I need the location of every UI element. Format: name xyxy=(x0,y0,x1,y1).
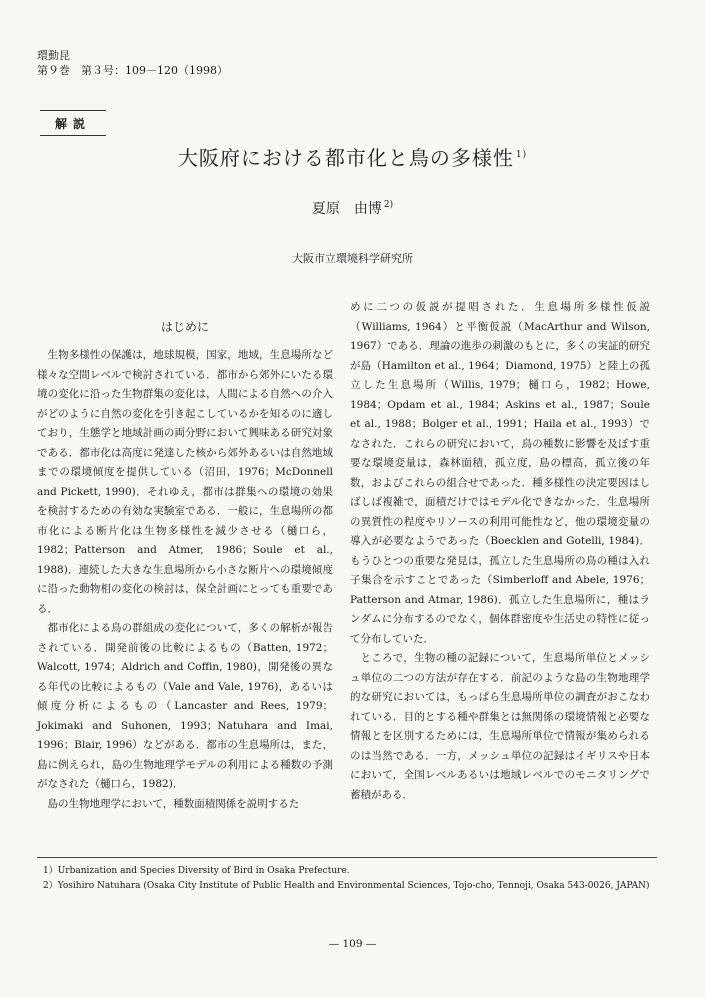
title-footnote-mark: 1) xyxy=(515,150,528,161)
author xyxy=(0,198,705,218)
footnote: 2）Yosihiro Natuhara (Osaka City Institute of Public Health and Environmental Sciences, Tojo-cho, Tennoji, Osaka 543-0026, JAPAN) xyxy=(43,881,650,891)
title-text: 大阪府における都市化と鳥の多様性 xyxy=(177,146,514,170)
section-heading: はじめに xyxy=(160,320,209,334)
body-paragraph: 島の生物地理学において，種数面積関係を説明するた xyxy=(47,797,300,810)
right-column xyxy=(350,298,650,805)
author-name: 夏原 由博 xyxy=(311,201,382,217)
body-paragraph: ところで，生物の種の記録について，生息場所単位とメッシュ単位の二つの方法が存在する．前記のような島の生物地理学的な研究においては，もっぱら生息場所単位の調査がおこなわれている．目的とする種や群集とは無関係の環境情報と必要な情報とを区別するためには，生息場所単位で情報が集められるのは当然である．一方，メッシュ単位の記録はイギリスや日本において，全国レベルあるいは地域レベルでのモニタリングで蓄積がある． xyxy=(350,652,650,801)
author-footnote-mark: 2) xyxy=(383,200,394,211)
footnote-divider xyxy=(37,857,657,858)
journal-issue: 第９巻 第３号：109－120（1998） xyxy=(37,64,228,77)
body-paragraph: めに二つの仮説が提唱された．生息場所多様性仮説（Williams, 1964）と平衡仮説（MacArthur and Wilson, 1967）である．理論の進歩の刺激のもとに，多くの実証的研究が島（Hamilton et al., 1964；Diamond, 1975）と陸上の孤立した生息場所（Willis, 1979；樋口ら，1982；Howe, 1984；Opdam et al., 1984；Askins et al., 1987；Soule et al., 1988；Bolger et al., 1991；Haila et al., 1993）でなされた．これらの研究において，鳥の種数に影響を及ぼす重要な環境変量は，森林面積，孤立度，島の標高，孤立後の年数，およびこれらの組合せであった．種多様性の決定要因はしばしば複雑で，面積だけではモデル化できなかった．生息場所の異質性の程度やリソースの利用可能性など，他の環境変量の導入が必要なようであった（Boecklen and Gotelli, 1984)．もうひとつの重要な発見は，孤立した生息場所の鳥の種は入れ子集合を示すことであった（Simberloff and Abele, 1976；Patterson and Atmar, 1986)．孤立した生息場所に，種はランダムに分布するのでなく，個体群密度や生活史の特性に従って分布していた． xyxy=(350,301,650,645)
affiliation: 大阪市立環境科学研究所 xyxy=(292,252,413,265)
footnotes xyxy=(37,864,667,894)
left-column xyxy=(37,346,333,814)
footnote: 1）Urbanization and Species Diversity of Bird in Osaka Prefecture. xyxy=(43,866,350,876)
body-paragraph: 都市化による鳥の群組成の変化について，多くの解析が報告されている．開発前後の比較によるもの（Batten, 1972；Walcott, 1974；Aldrich and Coffin, 1980)，開発後の異なる年代の比較によるもの（Vale and Vale, 1976)，あるいは傾度分析によるもの（Lancaster and Rees, 1979；Jokimaki and Suhonen, 1993；Natuhara and Imai, 1996；Blair, 1996）などがある．都市の生息場所は，また，島に例えられ，島の生物地理学モデルの利用による種数の予測がなされた（樋口ら，1982)． xyxy=(37,622,333,790)
article-type-label: 解説 xyxy=(40,110,106,136)
body-paragraph: 生物多様性の保護は，地球規模，国家，地域，生息場所など様々な空間レベルで検討されている．都市から郊外にいたる環境の変化に沿った生物群集の変化は，人間による自然への介入がどのように自然の変化を引き起こしているかを知るのに適しており，生態学と地域計画の両分野において興味ある研究対象である．都市化は高度に発達した核から郊外あるいは自然地域までの環境傾度を提供している（沼田，1976；McDonnell and Pickett, 1990)．それゆえ，都市は群集への環境の効果を検討するための有効な実験室である．一般に，生息場所の都市化による断片化は生物多様性を減少させる（樋口ら，1982；Patterson and Atmer, 1986；Soule et al., 1988)．連続した大きな生息場所から小さな断片への環境傾度に沿った動物相の変化の検討は，保全計画にとっても重要である． xyxy=(37,349,333,615)
page-number: — 109 — xyxy=(328,938,377,950)
journal-name: 環動昆 xyxy=(37,49,70,62)
journal-header xyxy=(37,48,228,78)
article-title xyxy=(0,142,705,171)
